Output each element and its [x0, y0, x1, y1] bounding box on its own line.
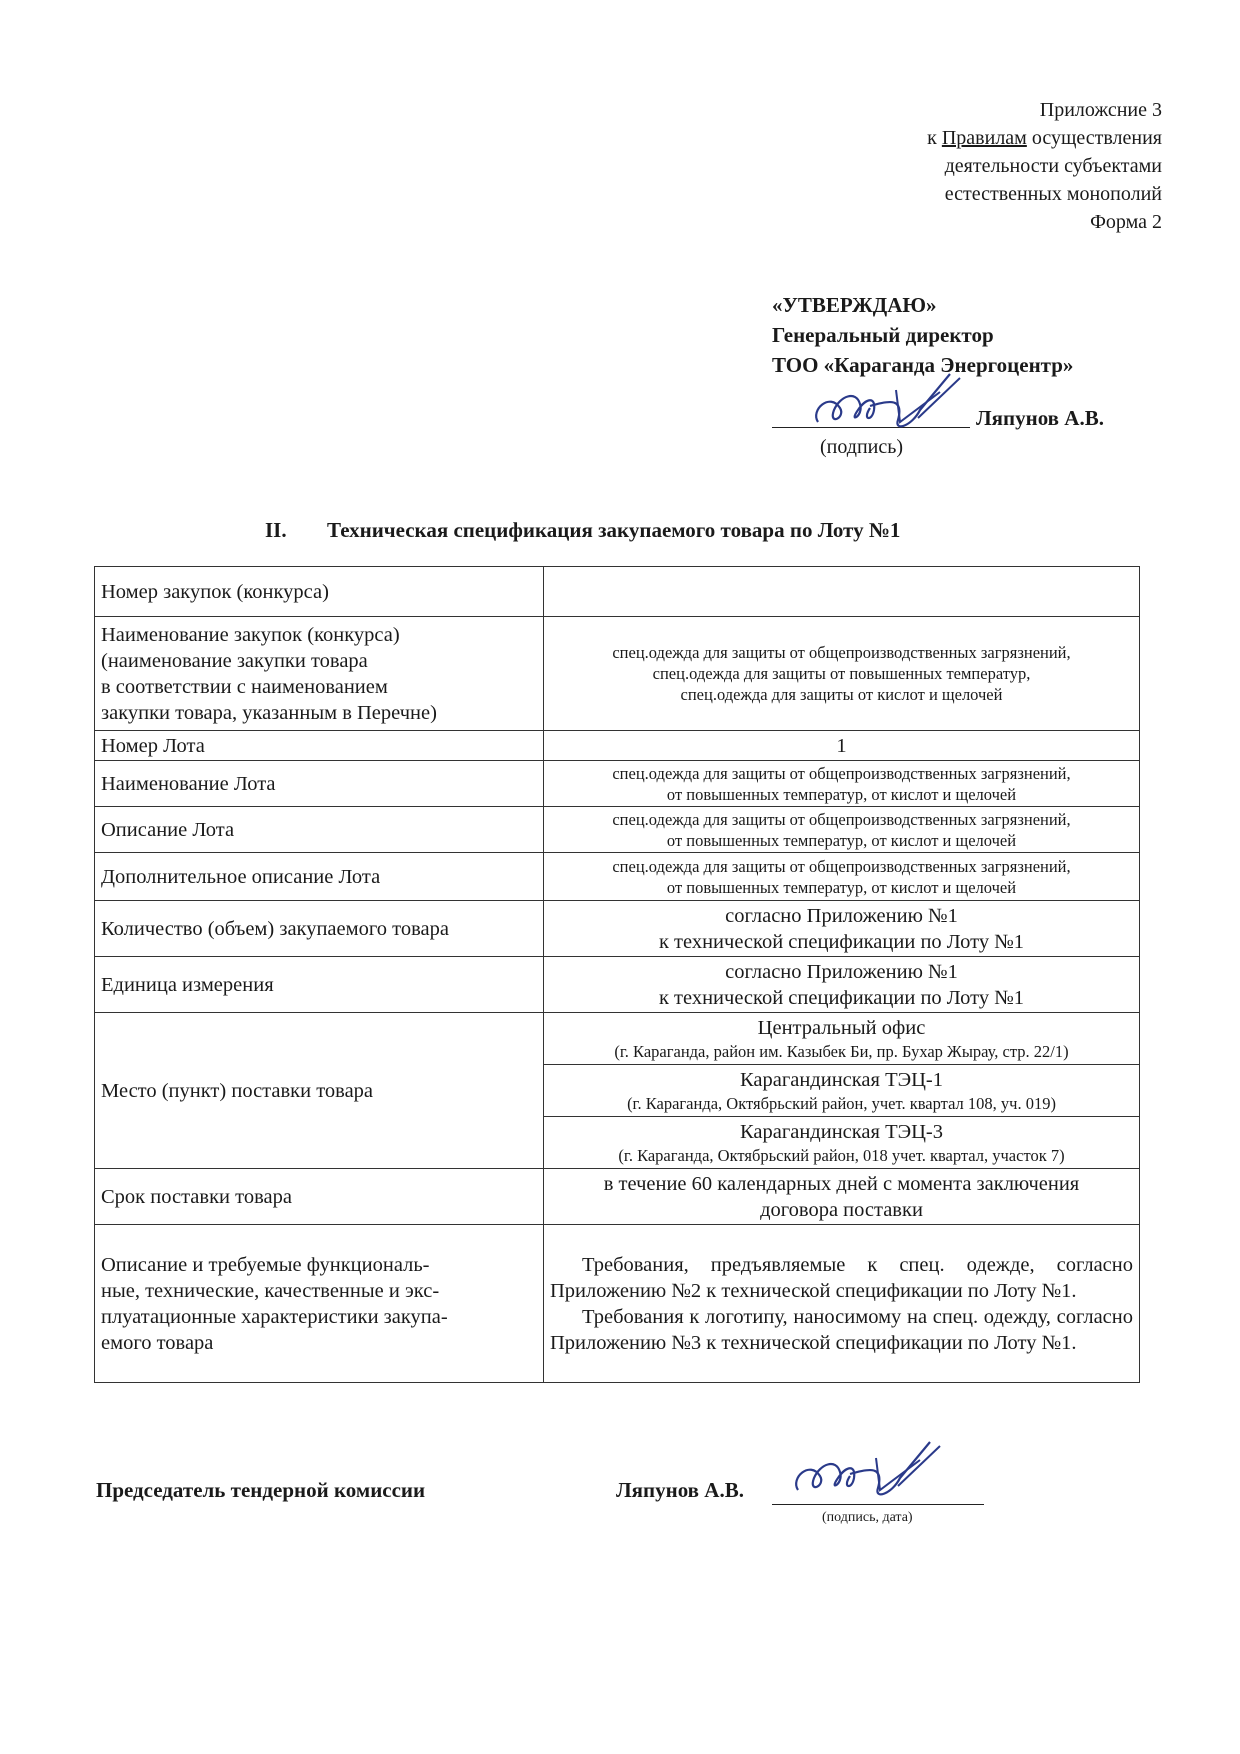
- row-label-purchase-name: Наименование закупок (конкурса) (наименование закупки товара в соответствии с наименованием закупки товара, указанным в Перечне): [95, 617, 544, 731]
- appendix-number: Приложсние 3: [1039, 99, 1162, 121]
- characteristics-paragraph-1: Требования, предъявляемые к спец. одежде, согласно Приложению №2 к технической спецификации по Лоту №1.: [550, 1253, 1133, 1302]
- approval-signature-caption: (подпись): [820, 436, 904, 458]
- delivery-place-address: (г. Караганда, район им. Казыбек Би, пр. Бухар Жырау, стр. 22/1): [614, 1041, 1069, 1061]
- approval-title: «УТВЕРЖДАЮ»: [772, 293, 937, 317]
- row-label-delivery-term: Срок поставки товара: [95, 1169, 544, 1225]
- row-value-unit: согласно Приложению №1 к технической спецификации по Лоту №1: [544, 957, 1140, 1013]
- row-label-characteristics: Описание и требуемые функциональ- ные, технические, качественные и экс- плуатационные характеристики закупа- емого товара: [95, 1225, 544, 1383]
- section-number: II.: [265, 518, 287, 542]
- row-value-characteristics: [544, 1225, 1140, 1383]
- row-label-lot-description: Описание Лота: [95, 807, 544, 853]
- rules-link[interactable]: Правилам: [941, 127, 1027, 149]
- row-label-purchase-number: Номер закупок (конкурса): [95, 567, 544, 617]
- chair-name: Ляпунов А.В.: [616, 1478, 744, 1502]
- row-value-lot-name: спец.одежда для защиты от общепроизводственных загрязнений, от повышенных температур, от кислот и щелочей: [544, 761, 1140, 807]
- table-row: [95, 901, 1140, 957]
- delivery-place-name: Карагандинская ТЭЦ-1: [739, 1068, 944, 1091]
- delivery-place-cell: [544, 1117, 1140, 1169]
- table-row: [95, 1169, 1140, 1225]
- delivery-place-cell: [544, 1065, 1140, 1117]
- table-row: [95, 853, 1140, 901]
- row-value-lot-description: спец.одежда для защиты от общепроизводственных загрязнений, от повышенных температур, от кислот и щелочей: [544, 807, 1140, 853]
- approval-position: Генеральный директор: [772, 323, 994, 347]
- table-row: [95, 731, 1140, 761]
- characteristics-paragraph-2: Требования к логотипу, наносимому на спец. одежду, согласно Приложению №3 к технической спецификации по Лоту №1.: [550, 1305, 1133, 1354]
- table-row: [95, 567, 1140, 617]
- row-value-purchase-number: [544, 567, 1140, 617]
- row-value-quantity: согласно Приложению №1 к технической спецификации по Лоту №1: [544, 901, 1140, 957]
- row-value-lot-number: 1: [544, 731, 1140, 761]
- row-label-delivery-place: Место (пункт) поставки товара: [95, 1013, 544, 1169]
- chair-title: Председатель тендерной комиссии: [96, 1478, 426, 1502]
- appendix-line-3: деятельности субъектами: [944, 155, 1162, 177]
- table-row: [95, 1013, 1140, 1065]
- row-label-lot-extra-description: Дополнительное описание Лота: [95, 853, 544, 901]
- table-row: [95, 807, 1140, 853]
- delivery-place-address: (г. Караганда, Октябрьский район, учет. квартал 108, уч. 019): [627, 1093, 1056, 1113]
- delivery-place-name: Центральный офис: [757, 1016, 926, 1039]
- row-label-lot-number: Номер Лота: [95, 731, 544, 761]
- chair-signature-image: [780, 1438, 960, 1508]
- row-label-unit: Единица измерения: [95, 957, 544, 1013]
- row-value-delivery-term: в течение 60 календарных дней с момента заключения договора поставки: [544, 1169, 1140, 1225]
- row-value-purchase-name: спец.одежда для защиты от общепроизводственных загрязнений, спец.одежда для защиты от повышенных температур, спец.одежда для защиты от кислот и щелочей: [544, 617, 1140, 731]
- table-row: [95, 1225, 1140, 1383]
- appendix-form: Форма 2: [1090, 211, 1162, 233]
- table-row: [95, 957, 1140, 1013]
- table-row: [95, 761, 1140, 807]
- approval-name: Ляпунов А.В.: [976, 406, 1104, 430]
- row-label-quantity: Количество (объем) закупаемого товара: [95, 901, 544, 957]
- delivery-place-cell: [544, 1013, 1140, 1065]
- approval-block: [772, 290, 1073, 380]
- row-value-lot-extra-description: спец.одежда для защиты от общепроизводственных загрязнений, от повышенных температур, от кислот и щелочей: [544, 853, 1140, 901]
- appendix-header: [927, 96, 1162, 236]
- row-label-lot-name: Наименование Лота: [95, 761, 544, 807]
- section-title-text: Техническая спецификация закупаемого товара по Лоту №1: [327, 518, 901, 542]
- table-row: [95, 617, 1140, 731]
- appendix-line-4: естественных монополий: [944, 183, 1162, 205]
- delivery-place-name: Карагандинская ТЭЦ-3: [739, 1120, 944, 1143]
- approval-signature-image: [800, 370, 980, 440]
- appendix-rules-line: к Правилам осуществления: [927, 127, 1162, 149]
- section-title: [265, 518, 900, 543]
- approval-company: ТОО «Караганда Энергоцентр»: [772, 353, 1074, 377]
- delivery-place-address: (г. Караганда, Октябрьский район, 018 учет. квартал, участок 7): [618, 1145, 1065, 1165]
- specification-table: [94, 566, 1140, 1383]
- chair-signature-caption: (подпись, дата): [822, 1510, 913, 1525]
